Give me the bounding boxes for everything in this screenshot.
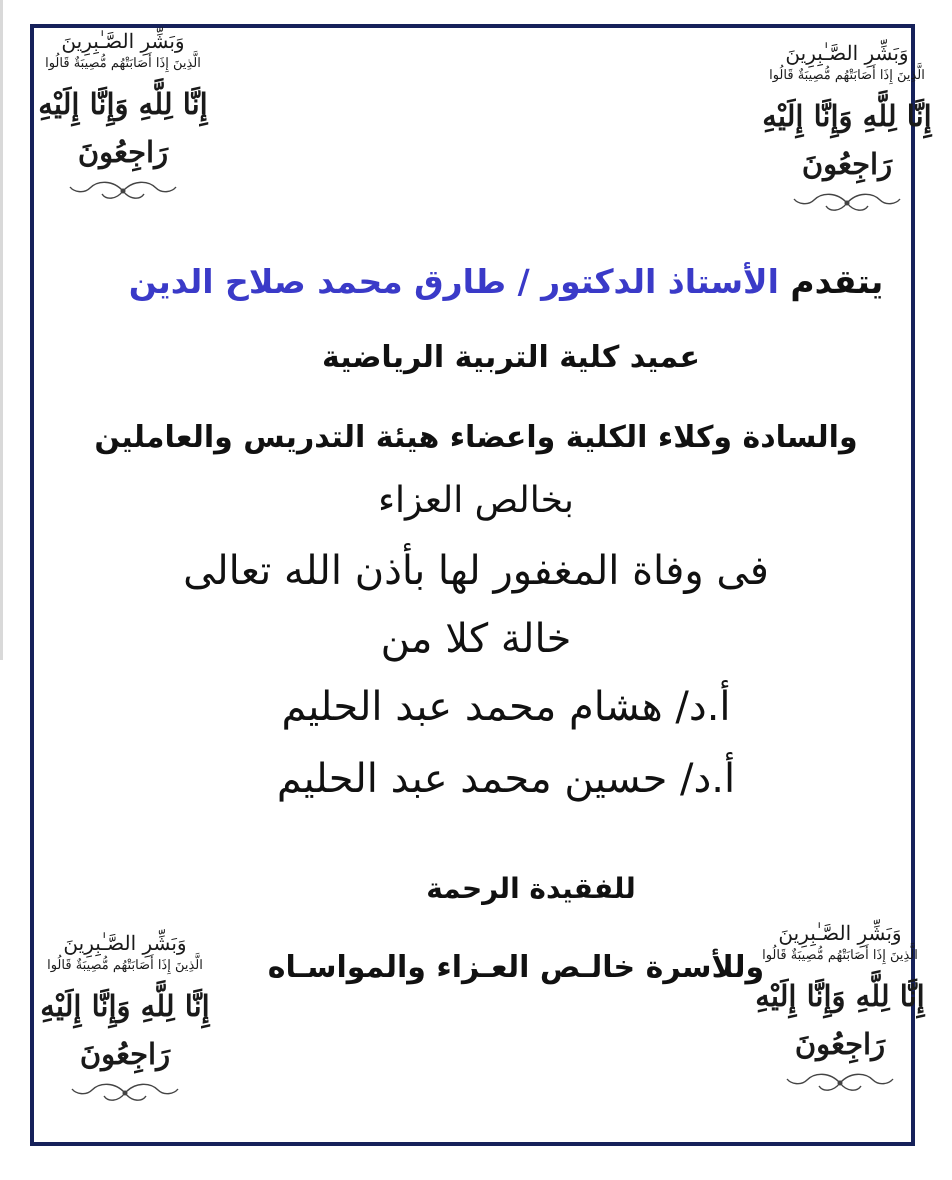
relative-name-1: أ.د/ هشام محمد عبد الحليم: [281, 684, 731, 730]
verse-top-text: وَبَشِّرِ الصَّـٰبِرِينَ: [61, 29, 185, 53]
verse-top-text: وَبَشِّرِ الصَّـٰبِرِينَ: [778, 921, 902, 945]
flourish-ornament-icon: [68, 178, 178, 204]
verse-top-text: وَبَشِّرِ الصَّـٰبِرِينَ: [785, 41, 909, 65]
presenter-line: [60, 262, 892, 301]
family-line: وللأسرة خالـص العـزاء والمواسـاه: [267, 950, 765, 985]
verse-middle-text: الَّذِينَ إِذَا أَصَابَتْهُم مُّصِيبَةٌ قَالُوا: [47, 958, 203, 973]
relation-line: خالة كلا من: [380, 616, 572, 662]
flourish-ornament-icon: [792, 190, 902, 216]
flourish-ornament-icon: [70, 1080, 180, 1106]
verse-main-text: إِنَّا لِلَّهِ وَإِنَّا إِلَيْهِ رَاجِعُونَ: [38, 87, 208, 169]
verse-ornament-top-right: [752, 40, 942, 220]
verse-middle-text: الَّذِينَ إِذَا أَصَابَتْهُم مُّصِيبَةٌ قَالُوا: [769, 68, 925, 83]
presenter-name: الأستاذ الدكتور / طارق محمد صلاح الدين: [128, 262, 779, 301]
verse-main-text: إِنَّا لِلَّهِ وَإِنَّا إِلَيْهِ رَاجِعُونَ: [40, 989, 210, 1071]
deceased-line: فى وفاة المغفور لها بأذن الله تعالى: [183, 548, 769, 594]
left-edge-bar: [0, 0, 3, 660]
verse-top-text: وَبَشِّرِ الصَّـٰبِرِينَ: [63, 931, 187, 955]
verse-middle-text: الَّذِينَ إِذَا أَصَابَتْهُم مُّصِيبَةٌ قَالُوا: [762, 948, 918, 963]
relative-name-2: أ.د/ حسين محمد عبد الحليم: [276, 756, 736, 802]
dean-title: عميد كلية التربية الرياضية: [322, 340, 700, 375]
verse-ornament-bottom-right: [745, 920, 935, 1100]
mercy-line: للفقيدة الرحمة: [426, 872, 636, 905]
staff-line: والسادة وكلاء الكلية واعضاء هيئة التدريس والعاملين: [94, 420, 858, 455]
intro-text: يتقدم: [790, 262, 884, 301]
verse-main-text: إِنَّا لِلَّهِ وَإِنَّا إِلَيْهِ رَاجِعُونَ: [762, 99, 932, 181]
flourish-ornament-icon: [785, 1070, 895, 1096]
condolence-line: بخالص العزاء: [378, 480, 574, 521]
verse-ornament-top-left: [28, 28, 218, 208]
verse-main-text: إِنَّا لِلَّهِ وَإِنَّا إِلَيْهِ رَاجِعُونَ: [755, 979, 925, 1061]
verse-middle-text: الَّذِينَ إِذَا أَصَابَتْهُم مُّصِيبَةٌ قَالُوا: [45, 56, 201, 71]
